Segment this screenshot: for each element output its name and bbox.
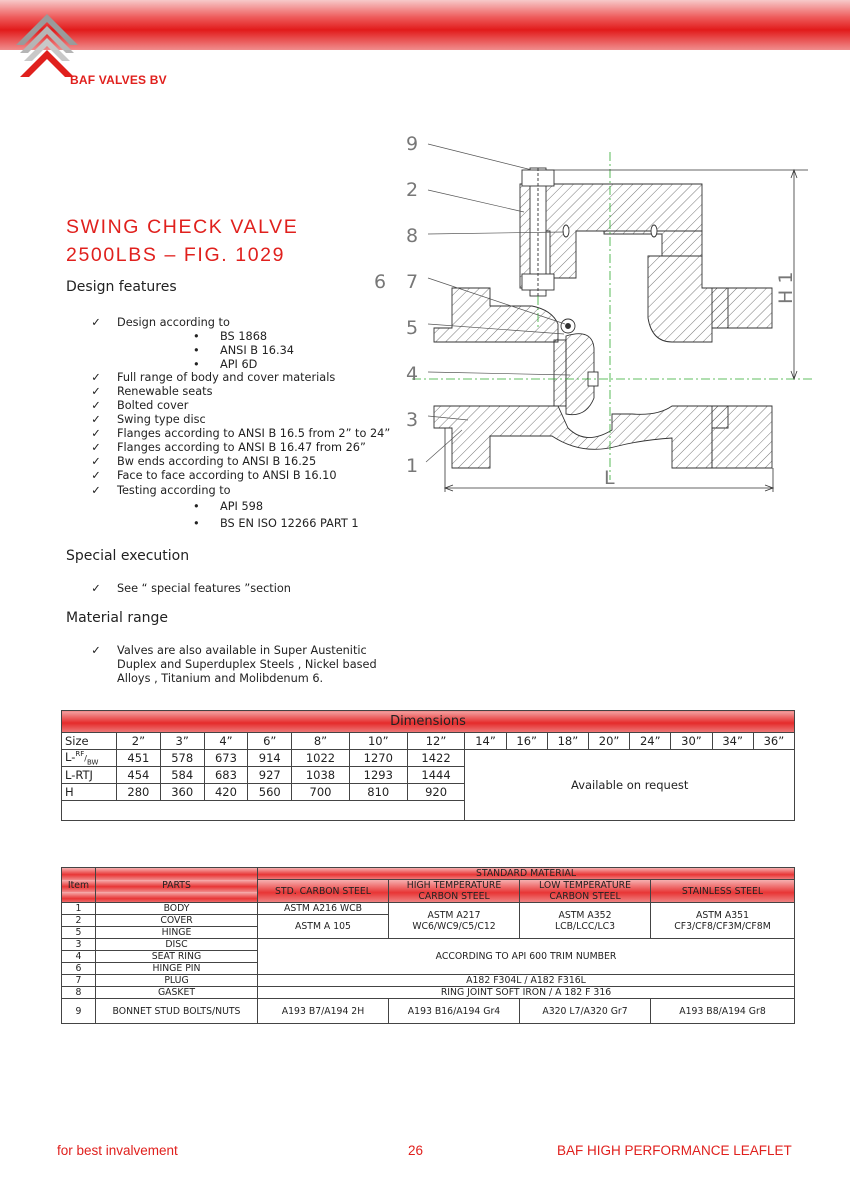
list-item: BS EN ISO 12266 PART 1 bbox=[220, 517, 359, 530]
col-ht-line: CARBON STEEL bbox=[418, 891, 490, 902]
page-subtitle: 2500LBS – FIG. 1029 bbox=[66, 244, 286, 266]
table-cell: GASKET bbox=[96, 987, 258, 999]
table-cell: HINGE PIN bbox=[96, 963, 258, 975]
table-cell: 30” bbox=[671, 733, 712, 750]
materials-table bbox=[61, 867, 795, 1024]
table-cell: 5 bbox=[62, 927, 96, 939]
col-lt-line: CARBON STEEL bbox=[549, 891, 621, 902]
table-cell: H bbox=[62, 784, 117, 801]
check-icon: ✓ bbox=[91, 484, 101, 497]
table-cell: ASTM A216 WCB bbox=[258, 903, 389, 915]
list-item: API 598 bbox=[220, 500, 264, 513]
table-cell: 9 bbox=[62, 999, 96, 1024]
table-row bbox=[62, 750, 795, 767]
table-cell: 3 bbox=[62, 939, 96, 951]
table-cell: 2 bbox=[62, 915, 96, 927]
table-cell: 10” bbox=[349, 733, 407, 750]
callout-label: 6 bbox=[374, 271, 387, 293]
available-on-request: Available on request bbox=[465, 750, 795, 821]
table-cell: 18” bbox=[547, 733, 588, 750]
dimensions-table bbox=[61, 710, 795, 821]
table-cell: 4 bbox=[62, 951, 96, 963]
dimension-label-l: L bbox=[604, 467, 615, 489]
table-cell: 578 bbox=[160, 750, 204, 767]
list-item: Full range of body and cover materials bbox=[117, 371, 336, 384]
table-row bbox=[62, 999, 795, 1024]
table-cell: 8 bbox=[62, 987, 96, 999]
table-cell: 7 bbox=[62, 975, 96, 987]
table-cell: 1 bbox=[62, 903, 96, 915]
table-cell: BODY bbox=[96, 903, 258, 915]
table-cell: ACCORDING TO API 600 TRIM NUMBER bbox=[258, 939, 795, 975]
callout-label: 7 bbox=[406, 271, 419, 293]
list-item: Design according to bbox=[117, 316, 230, 329]
bullet-icon: • bbox=[193, 517, 200, 530]
table-cell: ASTM A 105 bbox=[258, 915, 389, 939]
table-cell: 280 bbox=[117, 784, 161, 801]
table-cell: 34” bbox=[712, 733, 753, 750]
list-item: See “ special features ”section bbox=[117, 582, 291, 595]
table-cell: 927 bbox=[248, 767, 292, 784]
check-icon: ✓ bbox=[91, 399, 101, 412]
table-cell: 920 bbox=[407, 784, 465, 801]
table-cell: 810 bbox=[349, 784, 407, 801]
table-cell: DISC bbox=[96, 939, 258, 951]
table-row bbox=[62, 733, 795, 750]
list-item: BS 1868 bbox=[220, 330, 268, 343]
table-cell: 360 bbox=[160, 784, 204, 801]
table-cell: 8” bbox=[292, 733, 350, 750]
footer-title: BAF HIGH PERFORMANCE LEAFLET bbox=[557, 1143, 792, 1158]
callout-label: 2 bbox=[406, 179, 419, 201]
table-cell: 36” bbox=[753, 733, 794, 750]
col-ht-header bbox=[389, 880, 520, 903]
table-cell: 16” bbox=[506, 733, 547, 750]
list-item: Bolted cover bbox=[117, 399, 189, 412]
cell-line: ASTM A217 bbox=[427, 909, 481, 921]
table-cell: SEAT RING bbox=[96, 951, 258, 963]
table-cell: PLUG bbox=[96, 975, 258, 987]
cell-line: LCB/LCC/LC3 bbox=[554, 920, 616, 932]
list-item: Swing type disc bbox=[117, 413, 206, 426]
callout-label: 8 bbox=[406, 225, 419, 247]
table-cell bbox=[62, 750, 117, 767]
list-item: Testing according to bbox=[117, 484, 231, 497]
table-cell bbox=[62, 801, 465, 821]
list-item: Valves are also available in Super Austenitic bbox=[117, 644, 367, 657]
footer-tagline: for best invalvement bbox=[57, 1143, 178, 1158]
check-icon: ✓ bbox=[91, 582, 101, 595]
table-cell bbox=[520, 903, 651, 939]
page-title: SWING CHECK VALVE bbox=[66, 216, 299, 238]
col-ht-line: HIGH TEMPERATURE bbox=[406, 880, 502, 891]
table-cell: 4” bbox=[204, 733, 248, 750]
table-row bbox=[62, 903, 795, 915]
callout-label: 1 bbox=[406, 455, 419, 477]
table-cell: A182 F304L / A182 F316L bbox=[258, 975, 795, 987]
brand-name: BAF VALVES BV bbox=[70, 73, 167, 87]
bullet-icon: • bbox=[193, 500, 200, 513]
material-range-heading: Material range bbox=[66, 610, 169, 626]
list-item: ANSI B 16.34 bbox=[220, 344, 294, 357]
standard-material-header: STANDARD MATERIAL bbox=[258, 868, 795, 880]
callout-label: 4 bbox=[406, 363, 419, 385]
check-icon: ✓ bbox=[91, 644, 101, 657]
list-item: Duplex and Superduplex Steels , Nickel based bbox=[117, 658, 377, 671]
table-cell: BONNET STUD BOLTS/NUTS bbox=[96, 999, 258, 1024]
valve-cross-section-drawing bbox=[372, 128, 832, 500]
table-cell: RING JOINT SOFT IRON / A 182 F 316 bbox=[258, 987, 795, 999]
table-cell: 24” bbox=[630, 733, 671, 750]
header-band bbox=[0, 0, 850, 50]
table-cell: 584 bbox=[160, 767, 204, 784]
bullet-icon: • bbox=[193, 358, 200, 371]
col-lt-line: LOW TEMPERATURE bbox=[539, 880, 631, 891]
table-cell: 12” bbox=[407, 733, 465, 750]
list-item: Renewable seats bbox=[117, 385, 213, 398]
col-parts-header: PARTS bbox=[96, 868, 258, 903]
col-std-header: STD. CARBON STEEL bbox=[258, 880, 389, 903]
table-row bbox=[62, 975, 795, 987]
bullet-icon: • bbox=[193, 330, 200, 343]
table-cell: 673 bbox=[204, 750, 248, 767]
callout-label: 5 bbox=[406, 317, 419, 339]
table-row bbox=[62, 939, 795, 951]
list-item: Bw ends according to ANSI B 16.25 bbox=[117, 455, 317, 468]
check-icon: ✓ bbox=[91, 455, 101, 468]
table-cell: 1422 bbox=[407, 750, 465, 767]
table-cell: A193 B7/A194 2H bbox=[258, 999, 389, 1024]
callout-label: 3 bbox=[406, 409, 419, 431]
check-icon: ✓ bbox=[91, 385, 101, 398]
table-cell: 3” bbox=[160, 733, 204, 750]
check-icon: ✓ bbox=[91, 371, 101, 384]
table-cell: L-RTJ bbox=[62, 767, 117, 784]
table-row bbox=[62, 987, 795, 999]
list-item: Face to face according to ANSI B 16.10 bbox=[117, 469, 337, 482]
table-cell: A193 B16/A194 Gr4 bbox=[389, 999, 520, 1024]
check-icon: ✓ bbox=[91, 413, 101, 426]
cell-line: CF3/CF8/CF3M/CF8M bbox=[674, 920, 771, 932]
table-cell bbox=[651, 903, 795, 939]
check-icon: ✓ bbox=[91, 316, 101, 329]
table-cell: COVER bbox=[96, 915, 258, 927]
table-cell: 451 bbox=[117, 750, 161, 767]
table-cell: 420 bbox=[204, 784, 248, 801]
table-cell bbox=[389, 903, 520, 939]
table-cell: 2” bbox=[117, 733, 161, 750]
table-cell: 700 bbox=[292, 784, 350, 801]
list-item: Flanges according to ANSI B 16.47 from 26” bbox=[117, 441, 366, 454]
table-cell: 560 bbox=[248, 784, 292, 801]
row-label-slash: / bbox=[84, 754, 87, 763]
table-cell: A193 B8/A194 Gr8 bbox=[651, 999, 795, 1024]
page-number: 26 bbox=[408, 1143, 424, 1158]
col-lt-header bbox=[520, 880, 651, 903]
table-cell: 1293 bbox=[349, 767, 407, 784]
table-cell: 1038 bbox=[292, 767, 350, 784]
table-cell: 914 bbox=[248, 750, 292, 767]
design-features-heading: Design features bbox=[66, 279, 177, 295]
table-cell: 14” bbox=[465, 733, 506, 750]
col-ss-header: STAINLESS STEEL bbox=[651, 880, 795, 903]
table-cell: 1022 bbox=[292, 750, 350, 767]
list-item: Alloys , Titanium and Molibdenum 6. bbox=[117, 672, 324, 685]
dimensions-title: Dimensions bbox=[62, 711, 795, 733]
table-cell: 20” bbox=[588, 733, 629, 750]
table-cell: 6 bbox=[62, 963, 96, 975]
table-cell: HINGE bbox=[96, 927, 258, 939]
cell-line: WC6/WC9/C5/C12 bbox=[412, 920, 496, 932]
table-cell: 1444 bbox=[407, 767, 465, 784]
bullet-icon: • bbox=[193, 344, 200, 357]
table-cell: 6” bbox=[248, 733, 292, 750]
cell-line: ASTM A352 bbox=[558, 909, 612, 921]
row-label-sup: RF bbox=[75, 750, 85, 759]
callout-label: 9 bbox=[406, 133, 419, 155]
row-label-sub: BW bbox=[86, 758, 99, 767]
table-cell: A320 L7/A320 Gr7 bbox=[520, 999, 651, 1024]
check-icon: ✓ bbox=[91, 427, 101, 440]
check-icon: ✓ bbox=[91, 469, 101, 482]
table-cell: 683 bbox=[204, 767, 248, 784]
list-item: API 6D bbox=[220, 358, 258, 371]
check-icon: ✓ bbox=[91, 441, 101, 454]
special-execution-heading: Special execution bbox=[66, 548, 190, 564]
table-cell: 1270 bbox=[349, 750, 407, 767]
table-cell: Size bbox=[62, 733, 117, 750]
cell-line: ASTM A351 bbox=[695, 909, 750, 921]
col-item-header: Item bbox=[62, 868, 96, 903]
list-item: Flanges according to ANSI B 16.5 from 2” to 24” bbox=[117, 427, 391, 440]
table-cell: 454 bbox=[117, 767, 161, 784]
dimension-label-h1: H 1 bbox=[775, 271, 797, 304]
row-label: L- bbox=[65, 750, 76, 764]
